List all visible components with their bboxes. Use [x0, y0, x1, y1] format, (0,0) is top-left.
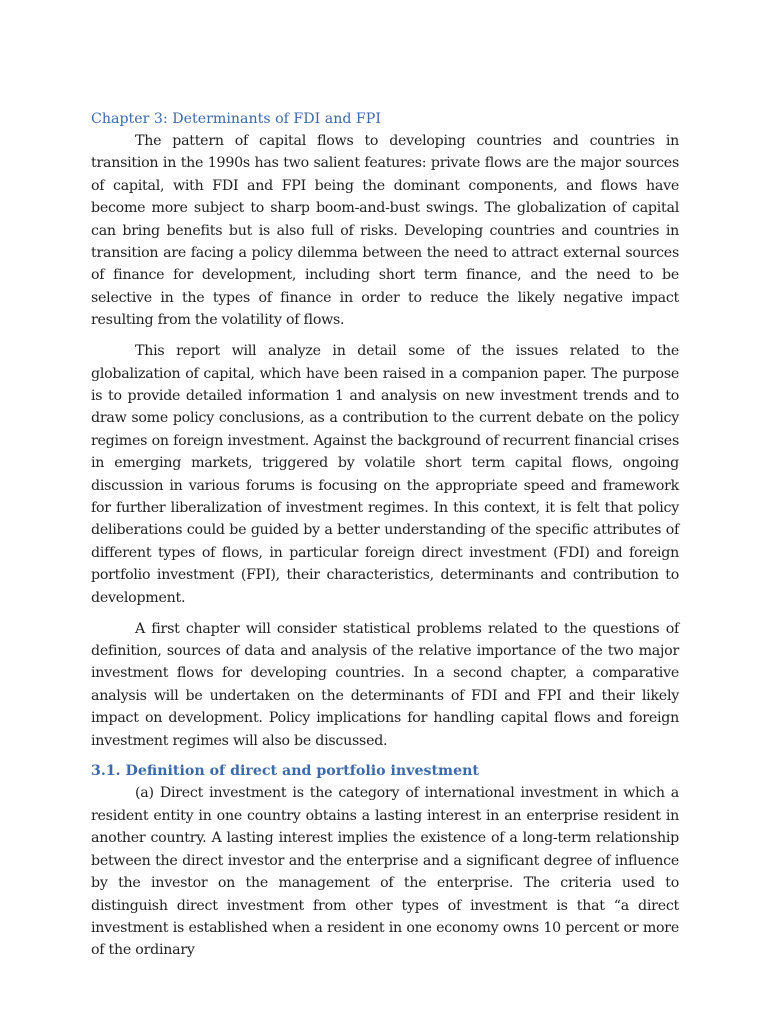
paragraph-section-1: (a) Direct investment is the category of international investment in which a resident entity in one country obtains a lasting interest in an enterprise resident in another country. A lasting interest implies the existence of a long-term relationship between the direct investor and the enterprise and a significant degree of influence by the investor on the management of the enterprise. The criteria used to distinguish direct investment from other types of investment is that “a direct investment is established when a resident in one economy owns 10 percent or more of the ordinary — [91, 785, 679, 959]
section-heading: 3.1. Definition of direct and portfolio investment — [91, 763, 479, 780]
paragraph-intro-1: The pattern of capital flows to developing countries and countries in transition in the 1990s has two salient features: private flows are the major sources of capital, with FDI and FPI being the dominant components, and flows have become more subject to sharp boom-and-bust swings. The globalization of capital can bring benefits but is also full of risks. Developing countries and countries in transition are facing a policy dilemma between the need to attract external sources of finance for development, including short term finance, and the need to be selective in the types of finance in order to reduce the likely negative impact resulting from the volatility of flows. — [91, 133, 679, 329]
chapter-heading: Chapter 3: Determinants of FDI and FPI — [91, 111, 381, 127]
document-page — [91, 108, 679, 962]
paragraph-intro-3: A first chapter will consider statistical problems related to the questions of definition, sources of data and analysis of the relative importance of the two major investment flows for developing countries. In a second chapter, a comparative analysis will be undertaken on the determinants of FDI and FPI and their likely impact on development. Policy implications for handling capital flows and foreign investment regimes will also be discussed. — [91, 620, 679, 749]
paragraph-intro-2: This report will analyze in detail some of the issues related to the globalization of capital, which have been raised in a companion paper. The purpose is to provide detailed information 1 and analysis on new investment trends and to draw some policy conclusions, as a contribution to the current debate on the policy regimes on foreign investment. Against the background of recurrent financial crises in emerging markets, triggered by volatile short term capital flows, ongoing discussion in various forums is focusing on the appropriate speed and framework for further liberalization of investment regimes. In this context, it is felt that policy deliberations could be guided by a better understanding of the specific attributes of different types of flows, in particular foreign direct investment (FDI) and foreign portfolio investment (FPI), their characteristics, determinants and contribution to development. — [91, 343, 679, 606]
